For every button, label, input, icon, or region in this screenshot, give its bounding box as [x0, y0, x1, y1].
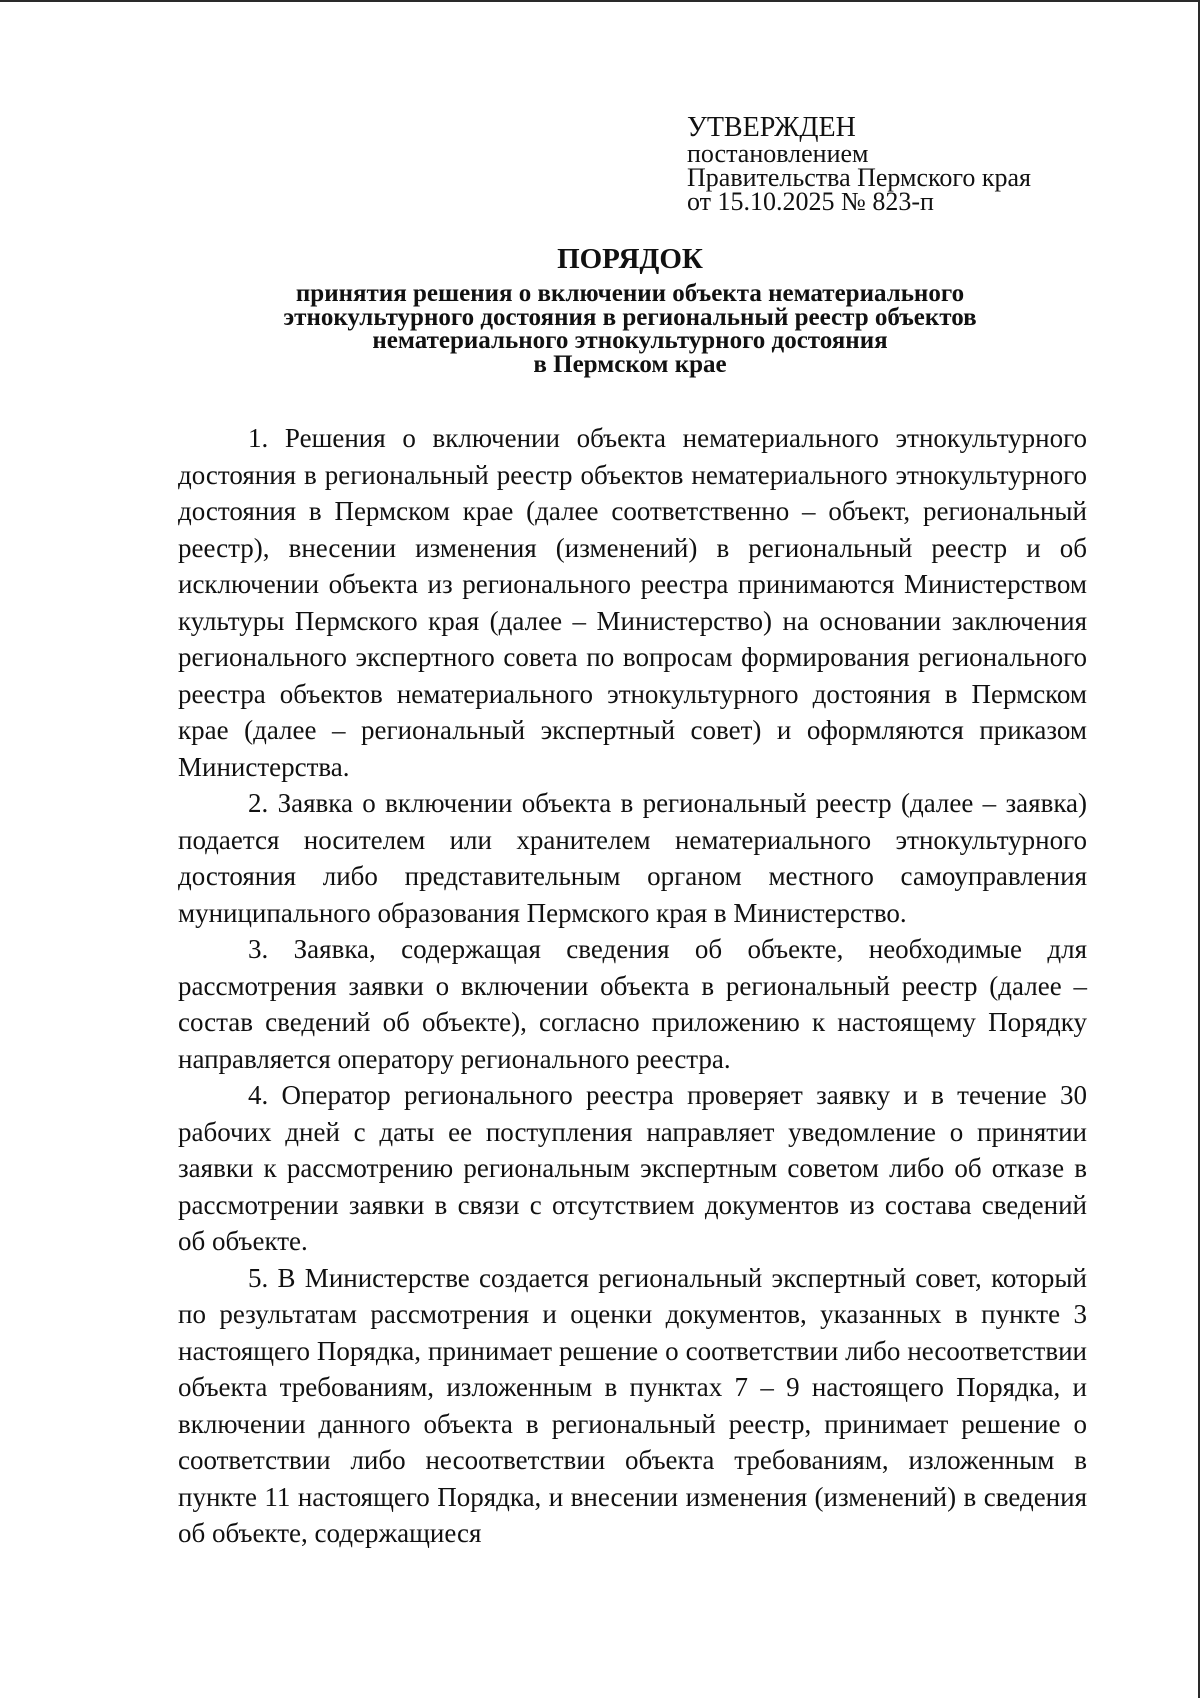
paragraph-5: 5. В Министерстве создается региональный экспертный совет, который по результатам рассмотрения и оценки документов, указанных в пункте 3 настоящего Порядка, принимает решение о соответствии либо несоответствии объекта требованиям, изложенным в пунктах 7 – 9 настоящего Порядка, и включении данного объекта в региональный реестр, принимает решение о соответствии либо несоответствии объекта требованиям, изложенным в пункте 11 настоящего Порядка, и внесении изменения (изменений) в сведения об объекте, содержащиеся [178, 1262, 1087, 1548]
subtitle-line-4: в Пермском крае [533, 350, 727, 378]
paragraph-4: 4. Оператор регионального реестра проверяет заявку и в течение 30 рабочих дней с даты ее поступления направляет уведомление о принятии заявки к рассмотрению региональным экспертным советом либо об отказе в рассмотрении заявки в связи с отсутствием документов из состава сведений об объекте. [178, 1080, 1087, 1256]
document-title: ПОРЯДОК [557, 243, 703, 275]
paragraph-1: 1. Решения о включении объекта нематериального этнокультурного достояния в региональный реестр объектов нематериального этнокультурного достояния в Пермском крае (далее соответственно – объект, региональный реестр), внесении изменения (изменений) в региональный реестр и об исключении объекта из регионального реестра принимаются Министерством культуры Пермского края (далее – Министерство) на основании заключения регионального экспертного совета по вопросам формирования регионального реестра объектов нематериального этнокультурного достояния в Пермском крае (далее – региональный экспертный совет) и оформляются приказом Министерства. [178, 423, 1087, 782]
document-subtitle [170, 282, 1090, 376]
paragraph-3: 3. Заявка, содержащая сведения об объекте, необходимые для рассмотрения заявки о включении объекта в региональный реестр (далее – состав сведений об объекте), согласно приложению к настоящему Порядку направляется оператору регионального реестра. [178, 934, 1087, 1074]
approval-stamp [687, 114, 1107, 214]
approval-authority-line: Правительства Пермского края [687, 163, 1031, 192]
subtitle-line-2: этнокультурного достояния в региональный реестр объектов [283, 303, 977, 331]
subtitle-line-1: принятия решения о включении объекта нематериального [295, 280, 965, 307]
approval-decree-line: постановлением [687, 139, 869, 168]
subtitle-line-3: нематериального этнокультурного достояния [372, 327, 888, 354]
approval-date-number-line: от 15.10.2025 № 823-п [687, 187, 934, 216]
document-body [178, 420, 1087, 1552]
approval-heading: УТВЕРЖДЕН [687, 112, 856, 143]
paragraph-2: 2. Заявка о включении объекта в региональный реестр (далее – заявка) подается носителем или хранителем нематериального этнокультурного достояния либо представительным органом местного самоуправления муниципального образования Пермского края в Министерство. [178, 788, 1087, 928]
